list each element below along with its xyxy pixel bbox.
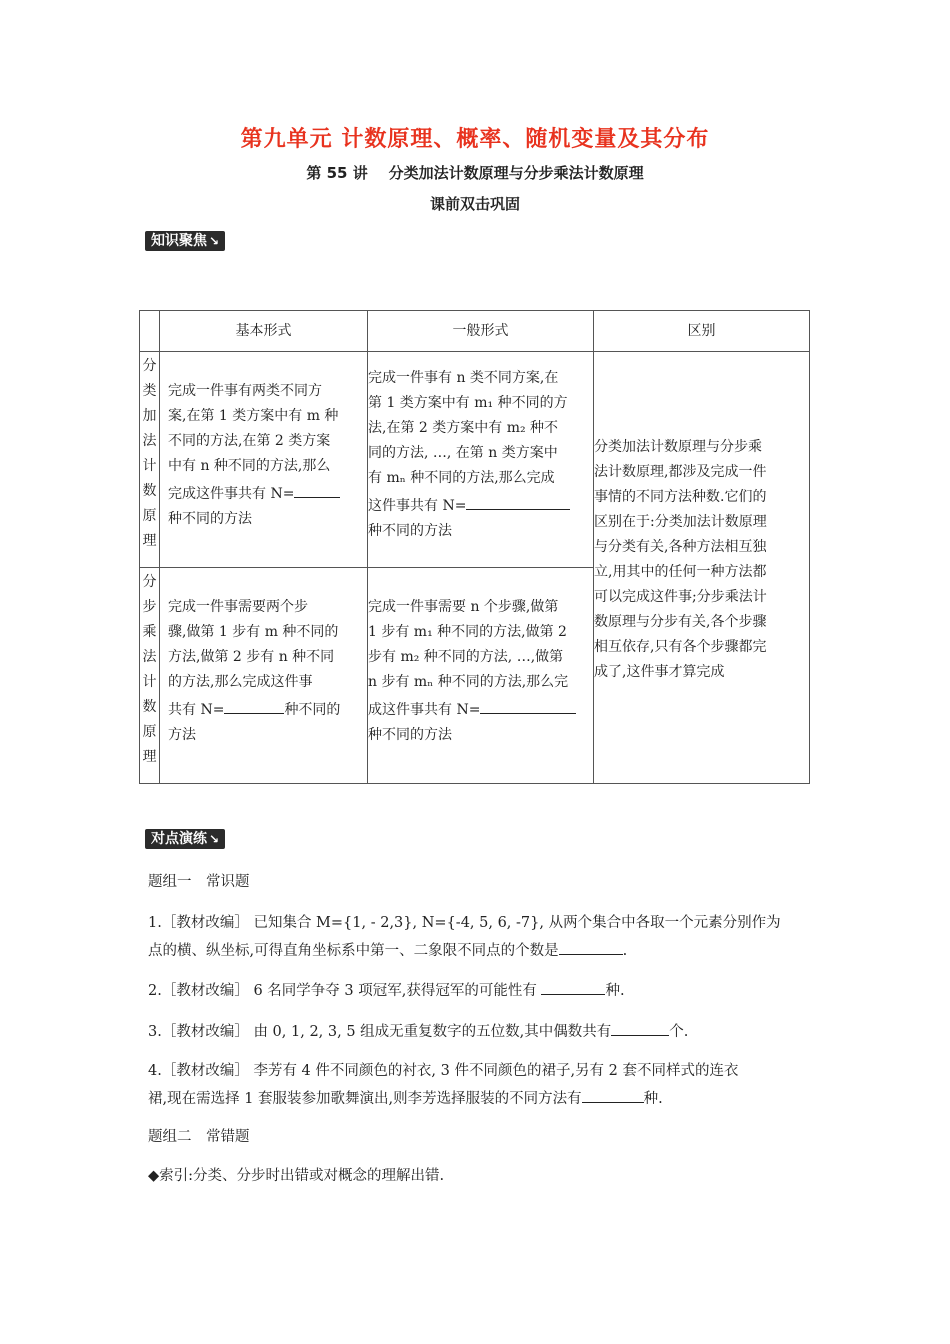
group-one-heading: 题组一 常识题 (148, 874, 250, 890)
addition-basic-form (160, 352, 368, 568)
row-head-char: 数 (142, 483, 157, 499)
question-1: 1.［教材改编］ 已知集合 M={1, - 2,3}, N={-4, 5, 6, -7}, 从两个集合中各取一个元素分别作为 点的横、纵坐标,可得直角坐标系中第一、二象限不同点的个数是 . (148, 910, 818, 964)
question-text: 个. (669, 1024, 689, 1040)
text-line: 中有 n 种不同的方法,那么 (168, 458, 331, 474)
group-two-heading: 题组二 常错题 (148, 1129, 250, 1145)
answer-blank[interactable] (294, 479, 340, 498)
answer-blank[interactable] (224, 695, 284, 714)
text-line: 共有 N= (168, 702, 225, 718)
text-line: 种不同的方法 (168, 511, 252, 527)
lesson-heading (0, 162, 950, 183)
table-row (140, 352, 810, 568)
question-text: 4.［教材改编］ 李芳有 4 件不同颜色的衬衣, 3 件不同颜色的裙子,另有 2 套不同样式的连衣 (148, 1063, 739, 1079)
text-line: 种不同的方法 (368, 727, 452, 743)
row-head-char: 数 (142, 699, 157, 715)
text-line: n 步有 mₙ 种不同的方法,那么完 (368, 674, 569, 690)
arrow-icon: ↘ (209, 832, 220, 846)
table-header-row (140, 311, 810, 352)
practice-tag (145, 829, 225, 849)
answer-blank[interactable] (480, 695, 576, 714)
arrow-icon: ↘ (209, 234, 220, 248)
table-header-cell: 一般形式 (368, 311, 594, 352)
text-line: 方法 (168, 727, 196, 743)
text-line: 骤,做第 1 步有 m 种不同的 (168, 624, 339, 640)
text-line: 案,在第 1 类方案中有 m 种 (168, 408, 339, 424)
row-head-char: 步 (142, 599, 157, 615)
text-line: 成这件事共有 N= (368, 702, 481, 718)
answer-blank[interactable] (559, 936, 623, 955)
row-head-char: 理 (142, 533, 157, 549)
text-line: 法计数原理,都涉及完成一件 (594, 464, 767, 480)
text-line: 种不同的 (284, 702, 341, 718)
table-header-cell (140, 311, 160, 352)
question-text: 点的横、纵坐标,可得直角坐标系中第一、二象限不同点的个数是 (148, 943, 559, 959)
text-line: 有 mₙ 种不同的方法,那么完成 (368, 470, 555, 486)
text-line: 完成一件事需要 n 个步骤,做第 (368, 599, 559, 615)
text-line: 同的方法, …, 在第 n 类方案中 (368, 445, 558, 461)
text-line: 与分类有关,各种方法相互独 (594, 539, 767, 555)
table-header-cell: 区别 (594, 311, 810, 352)
text-line: 1 步有 m₁ 种不同的方法,做第 2 (368, 624, 567, 640)
answer-blank[interactable] (541, 976, 605, 995)
row-head-addition (140, 352, 160, 568)
row-head-char: 原 (142, 508, 157, 524)
text-line: 种不同的方法 (368, 523, 452, 539)
row-head-char: 法 (142, 433, 157, 449)
row-head-char: 原 (142, 724, 157, 740)
question-4 (148, 1058, 818, 1112)
text-line: 完成一件事有 n 类不同方案,在 (368, 370, 559, 386)
practice-tag-label: 对点演练 (151, 831, 207, 847)
question-text: 种. (605, 983, 625, 999)
question-text: 种. (643, 1091, 663, 1107)
row-head-char: 分 (142, 358, 157, 374)
row-head-char: 理 (142, 749, 157, 765)
answer-blank[interactable] (611, 1017, 669, 1036)
question-text: 2.［教材改编］ 6 名同学争夺 3 项冠军,获得冠军的可能性有 (148, 983, 542, 999)
answer-blank[interactable] (466, 491, 570, 510)
text-line: 区别在于:分类加法计数原理 (594, 514, 767, 530)
index-note: ◆索引:分类、分步时出错或对概念的理解出错. (148, 1168, 445, 1184)
text-line: 这件事共有 N= (368, 498, 467, 514)
text-line: 相互依存,只有各个步骤都完 (594, 639, 767, 655)
section-title: 课前双击巩固 (429, 195, 520, 213)
row-head-char: 计 (142, 674, 157, 690)
row-head-char: 乘 (142, 624, 157, 640)
text-line: 方法,做第 2 步有 n 种不同 (168, 649, 335, 665)
lesson-number: 第 55 讲 (306, 164, 368, 182)
question-2 (148, 976, 818, 1004)
multiplication-general-form (368, 568, 594, 784)
text-line: 的方法,那么完成这件事 (168, 674, 313, 690)
lesson-title: 分类加法计数原理与分步乘法计数原理 (388, 164, 644, 182)
text-line: 不同的方法,在第 2 类方案 (168, 433, 331, 449)
row-head-char: 类 (142, 383, 157, 399)
text-line: 步有 m₂ 种不同的方法, …,做第 (368, 649, 564, 665)
text-line: 事情的不同方法种数.它们的 (594, 489, 767, 505)
row-head-multiplication (140, 568, 160, 784)
row-head-char: 加 (142, 408, 157, 424)
row-head-char: 计 (142, 458, 157, 474)
addition-general-form (368, 352, 594, 568)
question-text: 裙,现在需选择 1 套服装参加歌舞演出,则李芳选择服装的不同方法有 (148, 1091, 582, 1107)
multiplication-basic-form (160, 568, 368, 784)
row-head-char: 法 (142, 649, 157, 665)
question-text: 3.［教材改编］ 由 0, 1, 2, 3, 5 组成无重复数字的五位数,其中偶数共有 (148, 1024, 612, 1040)
question-text: 1.［教材改编］ 已知集合 M={1, - 2,3}, N={-4, 5, 6, -7}, 从两个集合中各取一个元素分别作为 (148, 915, 781, 931)
table-header-cell: 基本形式 (160, 311, 368, 352)
text-line: 第 1 类方案中有 m₁ 种不同的方 (368, 395, 568, 411)
knowledge-tag-label: 知识聚焦 (151, 233, 207, 249)
text-line: 立,用其中的任何一种方法都 (594, 564, 767, 580)
unit-title: 第九单元 计数原理、概率、随机变量及其分布 (240, 127, 710, 152)
difference-cell (594, 352, 810, 784)
answer-blank[interactable] (582, 1084, 644, 1103)
text-line: 完成一件事需要两个步 (168, 599, 308, 615)
text-line: 可以完成这件事;分步乘法计 (594, 589, 767, 605)
knowledge-tag (145, 231, 225, 251)
question-3 (148, 1017, 818, 1045)
row-head-char: 分 (142, 574, 157, 590)
text-line: 法,在第 2 类方案中有 m₂ 种不 (368, 420, 559, 436)
text-line: 成了,这件事才算完成 (594, 664, 725, 680)
text-line: 完成这件事共有 N= (168, 486, 295, 502)
text-line: 数原理与分步有关,各个步骤 (594, 614, 767, 630)
text-line: 完成一件事有两类不同方 (168, 383, 322, 399)
knowledge-table (139, 310, 810, 784)
text-line: 分类加法计数原理与分步乘 (594, 439, 762, 455)
